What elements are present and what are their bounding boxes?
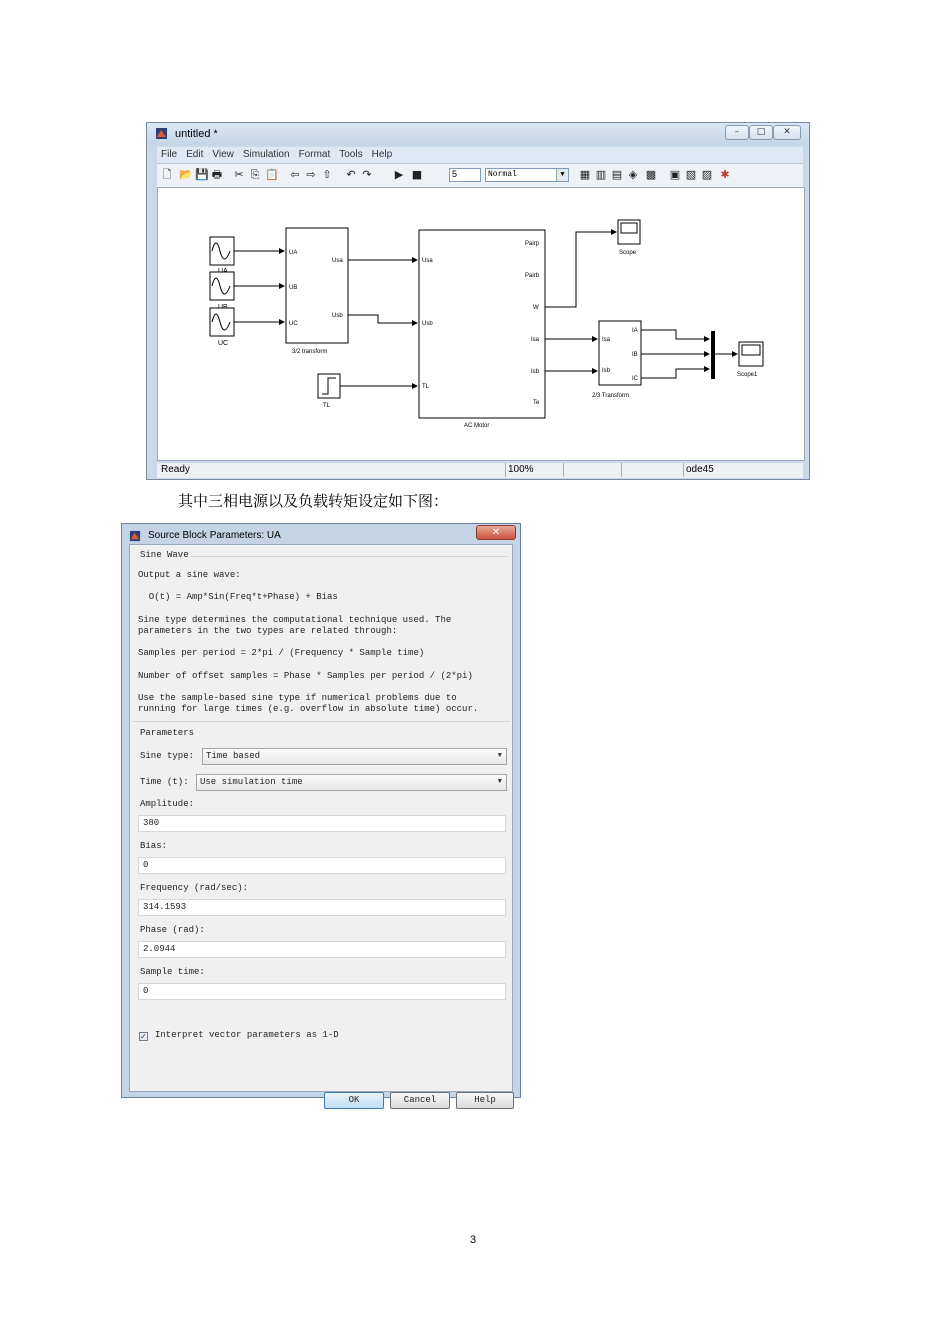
simulink-window [146,122,810,480]
menu-simulation[interactable]: Simulation [242,149,290,160]
wire-ic [641,369,709,378]
amplitude-label: Amplitude: [140,799,195,809]
status-bar [157,463,803,478]
open-icon[interactable]: 📂 [179,168,193,181]
simulink-app-icon [129,530,141,542]
sample-time-label: Sample time: [140,967,205,977]
update-diagram-icon[interactable]: ▥ [595,168,607,181]
port-usb-out: Usb [332,313,343,319]
interpret-vector-label: Interpret vector parameters as 1-D [155,1030,339,1040]
ok-button[interactable]: OK [324,1092,384,1109]
port-isb-out: Isb [531,369,540,375]
forward-icon[interactable]: ⇨ [306,168,316,181]
sine-type-select[interactable] [202,748,507,765]
menu-bar [157,147,803,163]
time-label: Time (t): [140,777,189,787]
label-3-2-transform: 3/2 transform [292,349,328,355]
sine-source-uc[interactable] [210,308,234,347]
block-scope1[interactable] [737,342,763,378]
label-uc: UC [218,340,229,347]
interpret-vector-checkbox[interactable]: ✓ [140,1032,147,1041]
desc-line-4: parameters in the two types are related through: [138,626,398,636]
group-sine-wave-title: Sine Wave [140,550,189,560]
library-browser-icon[interactable]: ▣ [669,168,681,181]
layout-icon[interactable]: ▨ [701,168,713,181]
frequency-label: Frequency (rad/sec): [140,883,249,893]
wire-w [545,232,616,307]
port-te: Te [533,400,540,406]
menu-edit[interactable]: Edit [186,149,204,160]
close-button[interactable]: ✕ [773,125,801,140]
dialog-close-button[interactable]: ✕ [476,525,516,540]
status-ready: Ready [161,464,190,475]
chevron-down-icon: ▼ [497,778,502,786]
sine-source-ub[interactable] [210,272,234,311]
port-isb-in: Isb [602,368,611,374]
time-select[interactable] [196,774,507,791]
sine-source-ua[interactable] [210,237,234,275]
desc-line-5: Samples per period = 2*pi / (Frequency * Sample time) [138,648,425,658]
status-empty-2 [621,463,683,477]
port-ua: UA [289,250,298,256]
desc-line-2: O(t) = Amp*Sin(Freq*t+Phase) + Bias [138,592,338,602]
bias-label: Bias: [140,841,168,851]
start-simulation-icon[interactable]: ▶ [394,168,404,181]
group-divider [190,556,508,557]
simulink-title: untitled * [175,128,218,140]
port-ib: IB [632,352,638,358]
block-scope[interactable] [618,220,640,256]
caption-text: 其中三相电源以及负载转矩设定如下图： [178,492,449,510]
block-2-3-transform[interactable] [592,321,641,399]
redo-icon[interactable]: ↷ [362,168,372,181]
port-ub: UB [289,285,298,291]
build-icon[interactable]: ▦ [579,168,591,181]
port-ic: IC [632,376,638,382]
port-usa-out: Usa [332,258,343,264]
debugger-icon[interactable]: ✱ [720,168,730,181]
cancel-button[interactable]: Cancel [390,1092,450,1109]
status-empty-1 [563,463,621,477]
model-browser-icon[interactable]: ◈ [628,168,638,181]
dialog-title: Source Block Parameters: UA [148,530,281,541]
debug-icon[interactable]: ▩ [645,168,657,181]
simulink-app-icon [155,127,168,140]
minimize-button[interactable]: – [725,125,749,140]
simulation-mode-value: Normal [488,170,517,179]
port-usb-in: Usb [422,321,433,327]
help-button[interactable]: Help [456,1092,514,1109]
phase-label: Phase (rad): [140,925,205,935]
port-pairb: Pairb [525,273,540,279]
status-solver: ode45 [683,463,793,477]
sine-type-label: Sine type: [140,751,195,761]
desc-line-7: Use the sample-based sine type if numerical problems due to [138,693,457,703]
phase-input[interactable]: 2.0944 [138,941,506,958]
back-icon[interactable]: ⇦ [290,168,300,181]
frequency-input[interactable]: 314.1593 [138,899,506,916]
port-ia: IA [632,328,638,334]
model-canvas[interactable] [157,187,805,461]
section-divider [132,721,510,722]
desc-line-8: running for large times (e.g. overflow in absolute time) occur. [138,704,479,714]
block-parameters-dialog [121,523,521,1105]
maximize-button[interactable]: □ [749,125,773,140]
page-number: 3 [470,1234,477,1246]
label-ac-motor: AC Motor [464,423,490,429]
menu-format[interactable]: Format [298,149,331,160]
print-icon[interactable]: 🖶 [211,168,223,181]
group-parameters-title: Parameters [140,728,195,738]
chevron-down-icon: ▼ [556,169,568,181]
up-icon[interactable]: ⇧ [322,168,332,181]
copy-icon[interactable]: ⎘ [250,168,260,181]
model-explorer-icon[interactable]: ▧ [685,168,697,181]
build-subsystem-icon[interactable]: ▤ [611,168,623,181]
block-3-2-transform[interactable] [286,228,348,355]
label-2-3-transform: 2/3 Transform [592,393,630,399]
save-icon[interactable]: 💾 [195,168,209,181]
port-pairp: Pairp [525,241,540,247]
port-uc: UC [289,321,298,327]
dialog-body [129,544,513,1105]
label-scope1: Scope1 [737,372,758,378]
menu-tools[interactable]: Tools [339,149,363,160]
undo-icon[interactable]: ↶ [346,168,356,181]
time-value: Use simulation time [200,777,303,787]
port-isa-out: Isa [531,337,540,343]
stop-simulation-icon[interactable]: ■ [411,168,423,181]
menu-view[interactable]: View [212,149,234,160]
bias-input[interactable]: 0 [138,857,506,874]
new-icon[interactable]: 🗋 [162,168,172,181]
simulation-mode-select[interactable] [485,168,569,182]
desc-line-3: Sine type determines the computational technique used. The [138,615,452,625]
toolbar [157,163,803,188]
amplitude-input[interactable]: 380 [138,815,506,832]
port-w: W [533,305,539,311]
label-tl: TL [323,403,331,409]
stop-time-input[interactable]: 5 [449,168,481,182]
block-ac-motor[interactable] [419,230,545,429]
chevron-down-icon: ▼ [497,752,502,760]
simulink-titlebar [147,123,809,145]
block-diagram [158,188,806,462]
menu-help[interactable]: Help [371,149,393,160]
wire-usb [348,315,417,323]
sample-time-input[interactable]: 0 [138,983,506,1000]
menu-file[interactable]: File [161,149,178,160]
desc-line-6: Number of offset samples = Phase * Samples per period / (2*pi) [138,671,473,681]
status-zoom: 100% [505,463,563,477]
port-usa-in: Usa [422,258,433,264]
port-isa-in: Isa [602,337,611,343]
port-tl-in: TL [422,384,430,390]
label-scope: Scope [619,250,637,256]
desc-line-1: Output a sine wave: [138,570,241,580]
block-tl-step[interactable] [318,374,340,409]
paste-icon[interactable]: 📋 [265,168,279,181]
mux-block[interactable] [711,331,715,379]
wire-ia [641,330,709,339]
sine-type-value: Time based [206,751,261,761]
cut-icon[interactable]: ✂ [234,168,244,181]
